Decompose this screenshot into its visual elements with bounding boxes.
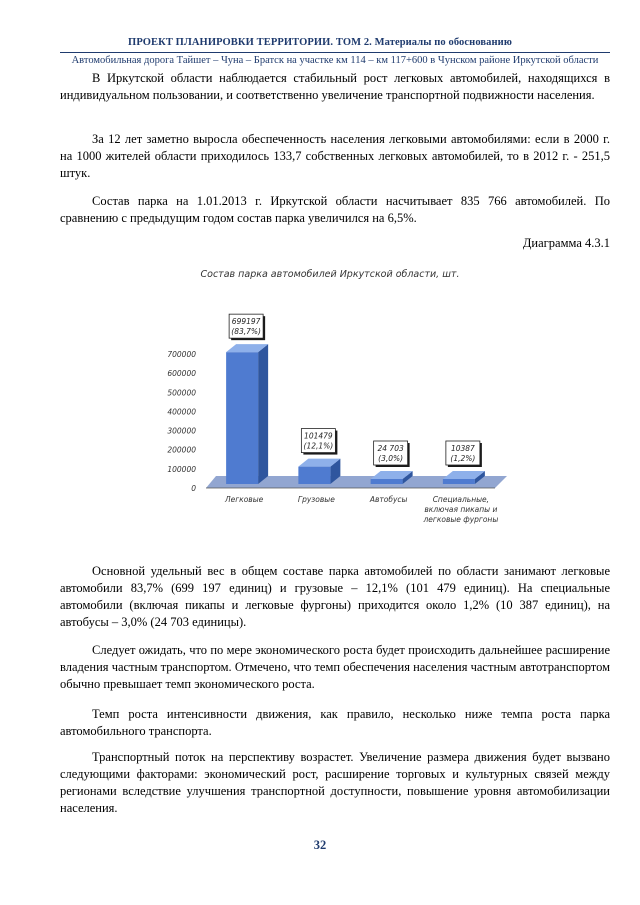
page-number: 32: [313, 838, 327, 852]
data-label: 10387: [450, 444, 475, 453]
y-tick-label: 600000: [167, 369, 196, 379]
data-label: (12,1%): [303, 441, 334, 451]
bar: [443, 479, 475, 484]
category-label: включая пикапы и: [424, 505, 498, 514]
data-label: 24 703: [377, 444, 404, 453]
bar: [298, 467, 330, 484]
paragraph-4: Основной удельный вес в общем составе парка автомобилей по области занимают легковые автомобили 83,7% (699 197 единиц) и грузовые – 12,1% (101 479 единиц). На специальные автомобили (включая пикапы и легковые фургоны) приходится около 1,2% (10 387 единиц), на автобусы – 3,0% (24 703 единицы).: [60, 564, 610, 629]
y-tick-label: 500000: [167, 388, 196, 398]
paragraph-3: Состав парка на 1.01.2013 г. Иркутской области насчитывает 835 766 автомобилей. По сравнению с предыдущим годом состав парка увеличился на 6,5%.: [60, 194, 610, 225]
chart-svg: [150, 265, 510, 535]
category-label: легковые фургоны: [423, 515, 499, 524]
y-tick-label: 700000: [167, 350, 196, 359]
data-label: (1,2%): [450, 454, 476, 463]
diagram-label: Диаграмма 4.3.1: [522, 236, 610, 250]
paragraph-1: В Иркутской области наблюдается стабильный рост легковых автомобилей, находящихся в индивидуальном пользовании, и соответственно увеличение транспортной подвижности населения.: [60, 71, 610, 102]
y-tick-label: 0: [191, 484, 196, 493]
paragraph-7: Транспортный поток на перспективу возрастет. Увеличение размера движения будет вызвано следующими факторами: экономический рост, расширение торговых и культурных связей между регионами вследствие улучшения транспортной доступности, повышение уровня автомобилизации населения.: [60, 750, 610, 815]
data-label: 699197: [231, 317, 261, 327]
y-tick-label: 300000: [167, 426, 196, 436]
y-tick-label: 200000: [167, 445, 196, 455]
category-label: Автобусы: [369, 495, 408, 504]
bar: [371, 479, 403, 484]
y-tick-label: 100000: [167, 464, 196, 474]
bar: [226, 352, 258, 484]
paragraph-2: За 12 лет заметно выросла обеспеченность населения легковыми автомобилями: если в 2000 г. на 1000 жителей области приходилось 133,7 собственных легковых автомобилей, то в 2012 г. - 251,5 штук.: [60, 132, 610, 180]
y-tick-label: 400000: [167, 407, 196, 417]
vehicle-fleet-chart: [150, 265, 510, 535]
paragraph-6: Темп роста интенсивности движения, как правило, несколько ниже темпа роста парка автомобильного транспорта.: [60, 707, 610, 738]
document-subtitle: Автомобильная дорога Тайшет – Чуна – Братск на участке км 114 – км 117+600 в Чунском районе Иркутской области: [71, 55, 599, 66]
data-label: (83,7%): [231, 327, 261, 337]
data-label: (3,0%): [378, 454, 404, 463]
category-label: Грузовые: [297, 495, 335, 504]
category-label: Специальные,: [432, 495, 490, 504]
bar-side: [258, 344, 268, 484]
paragraph-5: Следует ожидать, что по мере экономического роста будет происходить дальнейшее расширение владения частным транспортом. Отмечено, что темп обеспечения населения частным автотранспортом обычно превышает темп экономического роста.: [60, 643, 610, 691]
header-divider: [60, 52, 610, 53]
category-label: Легковые: [224, 495, 264, 504]
document-title: ПРОЕКТ ПЛАНИРОВКИ ТЕРРИТОРИИ. ТОМ 2. Материалы по обоснованию: [128, 37, 512, 48]
chart-title: Состав парка автомобилей Иркутской области, шт.: [200, 269, 460, 280]
data-label: 101479: [304, 431, 333, 441]
